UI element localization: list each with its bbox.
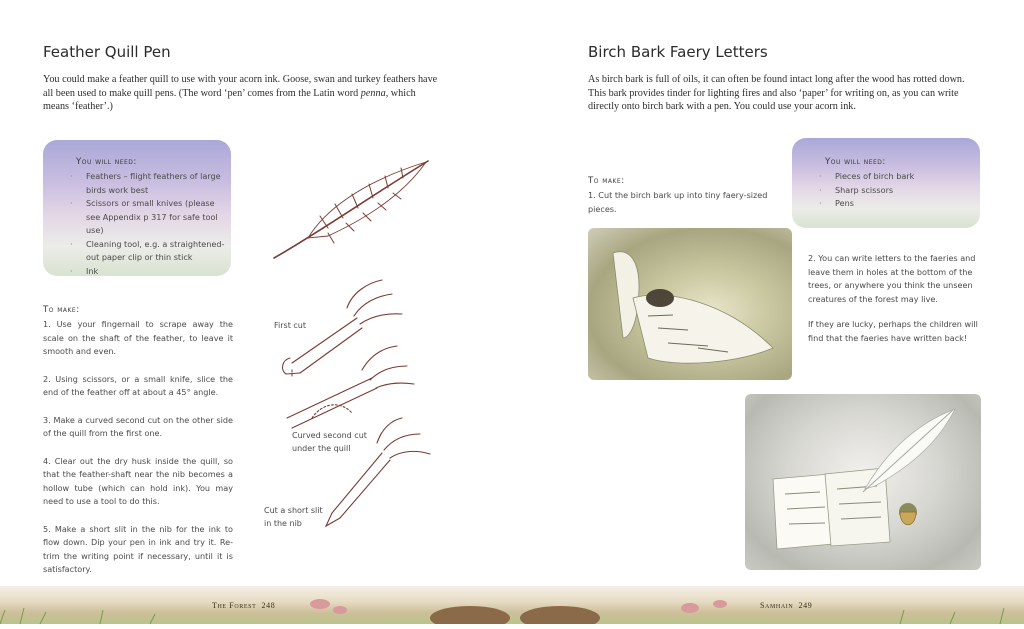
footer-section-right: Samhain: [760, 601, 794, 610]
step-3-right: If they are lucky, perhaps the children will find that the faeries have written back!: [808, 319, 978, 343]
faery-letters-painting: [745, 394, 981, 570]
page-number-right: 249: [798, 601, 813, 610]
to-make-heading-left: To make:: [43, 305, 80, 315]
list-item: · Scissors or small knives (please see Appendix p 317 for safe tool use): [76, 197, 226, 238]
label-first-cut: First cut: [274, 321, 306, 330]
list-item: · Pens: [825, 197, 975, 211]
right-page-title: Birch Bark Faery Letters: [588, 43, 768, 61]
step-1: 1. Use your fingernail to scrape away the scale on the shaft of the feather, to leave it smooth and even.: [43, 319, 233, 356]
footer-left: [212, 601, 275, 610]
you-will-need-box-left: [43, 140, 231, 276]
you-will-need-heading-right: You will need:: [825, 157, 886, 167]
label-curved-cut-1: Curved second cut: [292, 431, 367, 440]
footer-section-left: The Forest: [212, 601, 257, 610]
step-2: 2. Using scissors, or a small knife, slice the end of the feather off at about a 45° angle.: [43, 373, 233, 397]
label-slit-1: Cut a short slit: [264, 506, 323, 515]
step-3: 3. Make a curved second cut on the other side of the quill from the first one.: [43, 414, 233, 438]
feather-illustration: [268, 158, 438, 263]
you-will-need-list-right: [825, 170, 975, 211]
intro-text-part1: You could make a feather quill to use with your acorn ink. Goose, swan and turkey feathers have all been used to make quill pens. (The word ‘pen’ comes from the Latin word: [43, 74, 438, 99]
to-make-step-1-right: 1. Cut the birch bark up into tiny faery-sized pieces.: [588, 190, 768, 214]
birch-bark-shapes: [588, 228, 792, 380]
left-page-intro: [43, 73, 439, 114]
birch-bark-painting: [588, 228, 792, 380]
you-will-need-list-left: [76, 170, 226, 278]
list-item: · Sharp scissors: [825, 184, 975, 198]
quill-cutting-diagram: [262, 278, 442, 543]
list-item: · Feathers – flight feathers of large birds work best: [76, 170, 226, 197]
left-page-title: Feather Quill Pen: [43, 43, 171, 61]
faery-letters-shapes: [745, 394, 981, 570]
footer-right: [760, 601, 812, 610]
intro-text-part2: , which means ‘feather’.): [43, 87, 416, 113]
label-curved-cut-2: under the quill: [292, 444, 351, 453]
list-item: · Pieces of birch bark: [825, 170, 975, 184]
list-item: · Cleaning tool, e.g. a straightened-out paper clip or thin stick: [76, 238, 226, 265]
you-will-need-box-right: [792, 138, 980, 228]
to-make-steps-left: [43, 318, 233, 591]
right-page-intro: As birch bark is full of oils, it can often be found intact long after the wood has rotted down. This bark provides tinder for lighting fires and also ‘paper’ for writing on, as you can write directly onto birch bark with a pen. You could use your acorn ink.: [588, 74, 965, 113]
step-2-right: 2. You can write letters to the faeries and leave them in holes at the bottom of the trees, or anywhere you think the unseen creatures of the forest may live.: [808, 253, 976, 304]
to-make-heading-right: To make:: [588, 176, 625, 186]
page-number-left: 248: [261, 601, 276, 610]
list-item: · Ink: [76, 265, 226, 279]
label-slit-2: in the nib: [264, 519, 302, 528]
step-4: 4. Clear out the dry husk inside the quill, so that the feather-shaft near the nib becomes a hollow tube (which can hold ink). You may need to use a tool to do this.: [43, 455, 233, 506]
intro-latin-word: penna: [360, 87, 386, 99]
you-will-need-heading-left: You will need:: [76, 157, 137, 167]
footer-illustration-strip: [0, 586, 1024, 624]
mushroom-border-art: [0, 586, 1024, 624]
step-5: 5. Make a short slit in the nib for the ink to flow down. Dip your pen in ink and try it. Re-trim the writing point if necessary, until it is satisfactory.: [43, 523, 233, 574]
